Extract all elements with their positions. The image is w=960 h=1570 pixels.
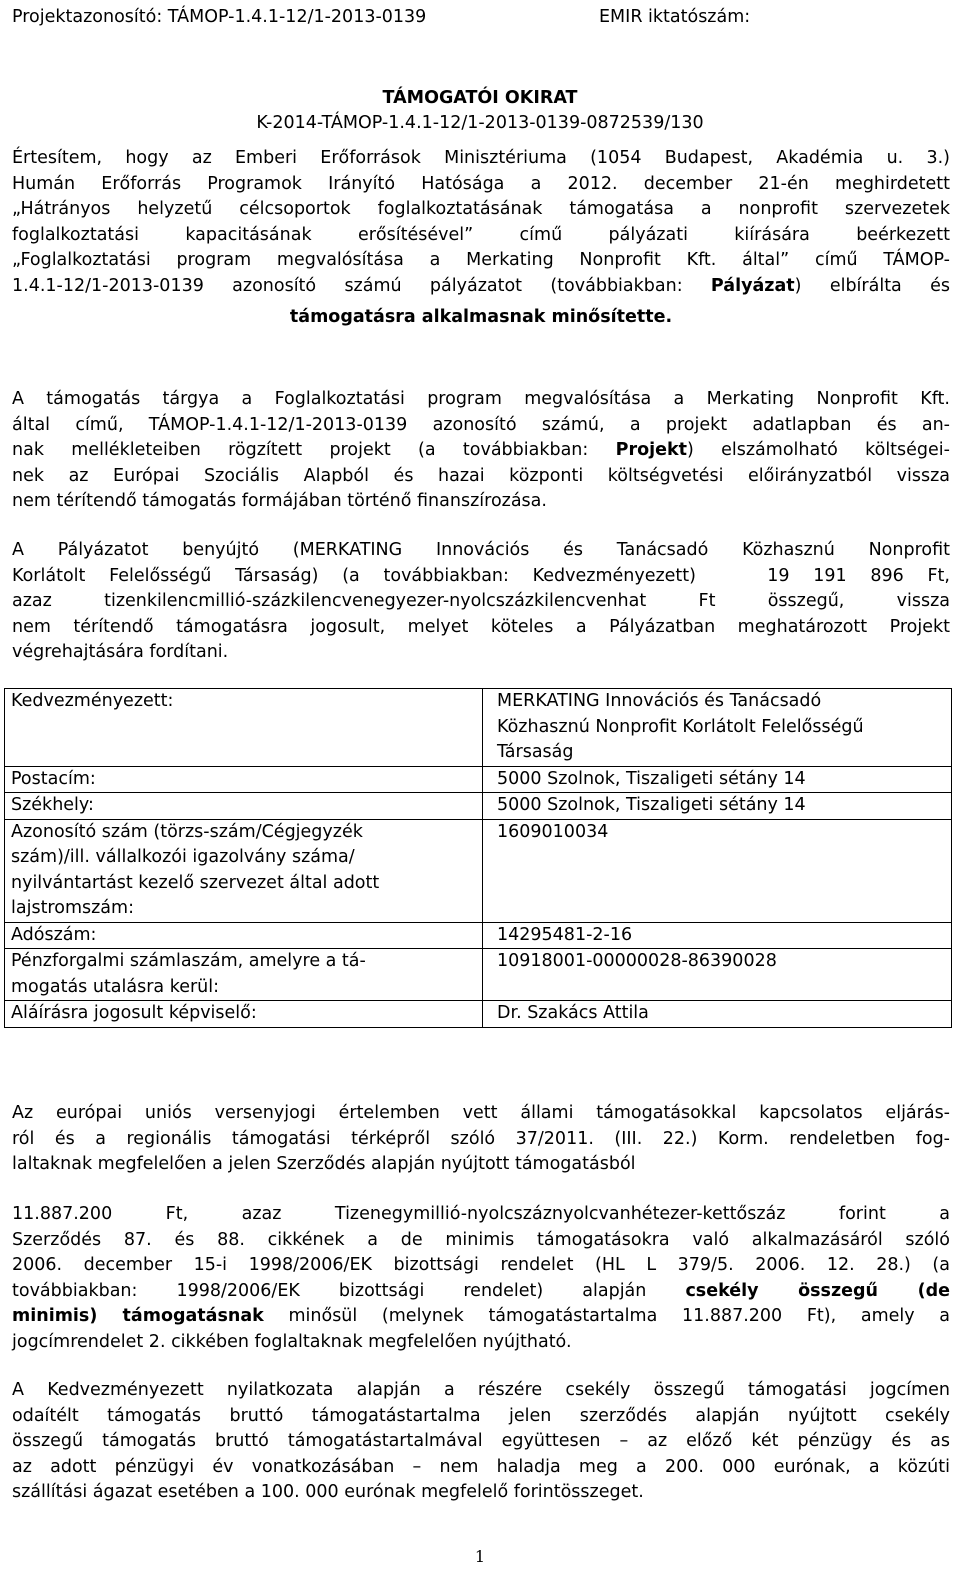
- text-line: [12, 1279, 950, 1305]
- text-line: Szerződés 87. és 88. cikkének a de minimis támogatásokra való alkalmazásáról szóló: [12, 1229, 950, 1250]
- paragraph-state-aid: [12, 1101, 950, 1178]
- table-label: [5, 949, 483, 1001]
- label-line: Pénzforgalmi számlaszám, amelyre a tá-: [11, 951, 366, 971]
- text-line: végrehajtására fordítani.: [12, 642, 229, 662]
- text-line: [12, 274, 950, 300]
- text-line: nem térítendő támogatásra jogosult, melyet köteles a Pályázatban meghatározott Projekt: [12, 616, 950, 637]
- document-code: K-2014-TÁMOP-1.4.1-12/1-2013-0139-0872539/130: [256, 113, 704, 133]
- text-line: Humán Erőforrás Programok Irányító Hatósága a 2012. december 21-én meghirdetett: [12, 173, 950, 194]
- text-run: nak mellékleteiben rögzített projekt (a továbbiakban:: [12, 440, 616, 460]
- decision-text: támogatásra alkalmasnak minősítette.: [289, 307, 673, 327]
- text-line: [12, 438, 950, 464]
- text-line: odaítélt támogatás bruttó támogatástartalma jelen szerződés alapján nyújtott csekély: [12, 1405, 950, 1426]
- value-line: Közhasznú Nonprofit Korlátolt Felelősségű: [497, 716, 864, 737]
- paragraph-de-minimis: [12, 1202, 950, 1355]
- text-line: azaz tizenkilencmillió-százkilencvenegyezer-nyolcszázkilencvenhat Ft összegű, vissza: [12, 591, 950, 611]
- text-run: 1.4.1-12/1-2013-0139 azonosító számú pályázatot (továbbiakban:: [12, 275, 711, 296]
- paragraph-grant: [12, 538, 950, 666]
- text-run: ) elbírálta és: [794, 275, 950, 296]
- table-value: 1609010034: [483, 819, 952, 922]
- text-line: Az európai uniós versenyjogi értelemben vett állami támogatásokkal kapcsolatos eljárás-: [12, 1103, 950, 1123]
- paragraph-subject: [12, 387, 950, 515]
- table-row: [5, 689, 952, 767]
- paragraph-declaration: [12, 1378, 950, 1506]
- text-line: 11.887.200 Ft, azaz Tizenegymillió-nyolcszáznyolcvanhétezer-kettőszáz forint a: [12, 1204, 950, 1224]
- text-line: ról és a regionális támogatási térképről szóló 37/2011. (III. 22.) Korm. rendeletben fog-: [12, 1128, 950, 1149]
- project-id-header: Projektazonosító: TÁMOP-1.4.1-12/1-2013-0139: [12, 7, 427, 27]
- table-row: [5, 949, 952, 1001]
- value-line: Társaság: [497, 742, 574, 762]
- table-value: Dr. Szakács Attila: [483, 1001, 952, 1028]
- label-line: mogatás utalásra kerül:: [11, 976, 220, 997]
- bold-term: Pályázat: [710, 275, 795, 296]
- bold-term: csekély összegű (de: [685, 1280, 950, 1301]
- decision-line: [12, 305, 950, 331]
- bold-term: minimis) támogatásnak: [12, 1306, 264, 1326]
- table-row: [5, 922, 952, 949]
- value-line: MERKATING Innovációs és Tanácsadó: [497, 691, 822, 711]
- text-line: által című, TÁMOP-1.4.1-12/1-2013-0139 azonosító számú, a projekt adatlapban és an-: [12, 414, 950, 435]
- table-label: Adószám:: [5, 922, 483, 949]
- text-line: [12, 1304, 950, 1330]
- document-title: TÁMOGATÓI OKIRAT: [382, 88, 578, 108]
- label-line: Azonosító szám (törzs-szám/Cégjegyzék: [11, 821, 363, 842]
- text-line: Értesítem, hogy az Emberi Erőforrások Minisztériuma (1054 Budapest, Akadémia u. 3.): [12, 148, 950, 168]
- table-value: 14295481-2-16: [483, 922, 952, 949]
- table-value: [483, 689, 952, 767]
- table-label: Postacím:: [5, 766, 483, 793]
- table-row: [5, 766, 952, 793]
- label-line: nyilvántartást kezelő szervezet által adott: [11, 872, 380, 893]
- table-label: Aláírásra jogosult képviselő:: [5, 1001, 483, 1028]
- text-line: nem térítendő támogatás formájában történő finanszírozása.: [12, 491, 547, 511]
- text-line: A Kedvezményezett nyilatkozata alapján a részére csekély összegű támogatási jogcímen: [12, 1380, 950, 1400]
- table-row: [5, 819, 952, 922]
- text-run: továbbiakban: 1998/2006/EK bizottsági rendelet) alapján: [12, 1280, 686, 1301]
- text-line: összegű támogatás bruttó támogatástartalmával együttesen – az előző két pénzügy és as: [12, 1431, 950, 1451]
- table-value: 5000 Szolnok, Tiszaligeti sétány 14: [483, 793, 952, 820]
- table-label: Kedvezményezett:: [5, 689, 483, 767]
- text-run: ) elszámolható költségei-: [686, 440, 950, 460]
- label-line: szám)/ill. vállalkozói igazolvány száma/: [11, 847, 355, 867]
- label-line: lajstromszám:: [11, 898, 134, 918]
- paragraph-notification: [12, 146, 950, 331]
- beneficiary-table: [4, 688, 952, 1028]
- page-number: 1: [474, 1547, 486, 1566]
- text-line: Korlátolt Felelősségű Társaság) (a továbbiakban: Kedvezményezett) 19 191 896 Ft,: [12, 565, 950, 586]
- bold-term: Projekt: [615, 440, 687, 460]
- table-label: [5, 819, 483, 922]
- table-value: 5000 Szolnok, Tiszaligeti sétány 14: [483, 766, 952, 793]
- text-line: A támogatás tárgya a Foglalkoztatási program megvalósítása a Merkating Nonprofit Kft.: [12, 389, 950, 409]
- table-row: [5, 1001, 952, 1028]
- text-line: nek az Európai Szociális Alapból és hazai központi költségvetési előirányzatból vissza: [12, 465, 950, 486]
- text-line: „Foglalkoztatási program megvalósítása a Merkating Nonprofit Kft. által” című TÁMOP-: [12, 250, 950, 270]
- text-line: az adott pénzügyi év vonatkozásában – nem haladja meg a 200. 000 eurónak, a közúti: [12, 1456, 950, 1477]
- text-line: foglalkoztatási kapacitásának erősítésével” című pályázati kiírására beérkezett: [12, 224, 950, 245]
- text-line: jogcímrendelet 2. cikkében foglaltaknak megfelelően nyújtható.: [12, 1331, 572, 1352]
- text-line: „Hátrányos helyzetű célcsoportok foglalkoztatásának támogatása a nonprofit szervezetek: [12, 199, 950, 219]
- table-label: Székhely:: [5, 793, 483, 820]
- text-run: minősül (melynek támogatástartalma 11.887.200 Ft), amely a: [263, 1306, 950, 1326]
- emir-header: EMIR iktatószám:: [599, 7, 751, 27]
- text-line: laltaknak megfelelően a jelen Szerződés alapján nyújtott támogatásból: [12, 1154, 636, 1174]
- table-row: [5, 793, 952, 820]
- text-line: A Pályázatot benyújtó (MERKATING Innovációs és Tanácsadó Közhasznú Nonprofit: [12, 540, 950, 560]
- text-line: 2006. december 15-i 1998/2006/EK bizottsági rendelet (HL L 379/5. 2006. 12. 28.) (a: [12, 1255, 950, 1275]
- table-value: 10918001-00000028-86390028: [483, 949, 952, 1001]
- text-line: szállítási ágazat esetében a 100. 000 eurónak megfelelő forintösszeget.: [12, 1482, 644, 1502]
